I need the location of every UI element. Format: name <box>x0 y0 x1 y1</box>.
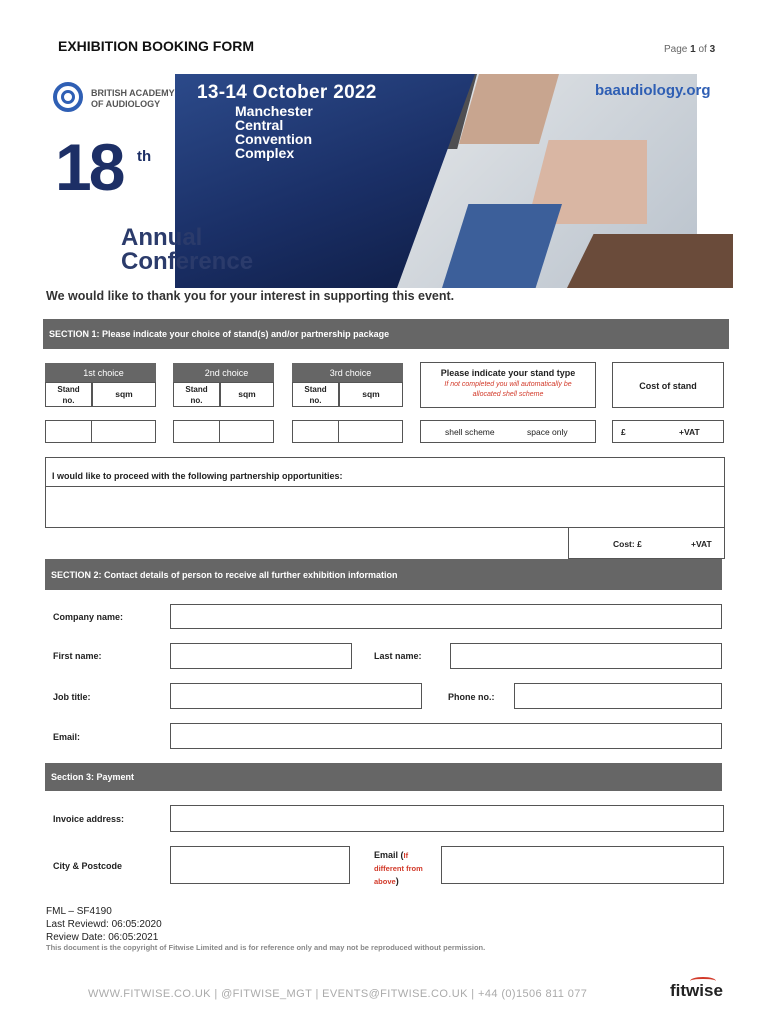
stand-vat-label: +VAT <box>679 427 700 437</box>
last-name-input[interactable] <box>450 643 722 669</box>
choice1-group <box>45 363 156 407</box>
alt-email-input[interactable] <box>441 846 724 884</box>
shell-scheme-option[interactable]: shell scheme <box>445 427 495 437</box>
alt-email-label <box>374 849 436 888</box>
footer-contact: WWW.FITWISE.CO.UK | @FITWISE_MGT | EVENTS@FITWISE.CO.UK | +44 (0)1506 811 077 <box>88 988 588 1000</box>
first-name-label: First name: <box>53 651 102 661</box>
phone-label: Phone no.: <box>448 692 495 702</box>
space-only-option[interactable]: space only <box>527 427 568 437</box>
choice3-sqm-label: sqm <box>339 382 403 407</box>
section3-header: Section 3: Payment <box>45 763 722 791</box>
choice2-sqm-label: sqm <box>220 382 274 407</box>
partnership-vat-label: +VAT <box>691 539 712 549</box>
stand-type-options <box>420 420 596 443</box>
company-name-input[interactable] <box>170 604 722 629</box>
choice3-stand-label: Stand no. <box>292 382 339 407</box>
partnership-input[interactable] <box>45 486 725 528</box>
choice3-header: 3rd choice <box>292 363 403 382</box>
invoice-address-input[interactable] <box>170 805 724 832</box>
last-name-label: Last name: <box>374 651 422 661</box>
banner-edition-number: 18 <box>55 130 123 204</box>
alt-email-close: ) <box>395 876 399 886</box>
choice2-stand-input[interactable] <box>173 420 220 443</box>
choice2-group <box>173 363 274 407</box>
page-of: of <box>695 44 710 55</box>
company-name-label: Company name: <box>53 612 124 622</box>
choice1-sqm-label: sqm <box>92 382 156 407</box>
cost-of-stand-label: Cost of stand <box>639 381 697 391</box>
cost-of-stand-box <box>612 362 724 408</box>
stand-type-label: Please indicate your stand type <box>440 368 576 378</box>
choice3-sqm-input[interactable] <box>338 420 403 443</box>
banner-annual-conference: Annual Conference <box>121 224 254 275</box>
city-postcode-label: City & Postcode <box>53 861 123 871</box>
banner-date: 13-14 October 2022 <box>197 82 377 103</box>
partnership-cost-box[interactable] <box>568 527 725 559</box>
doc-info <box>46 905 162 944</box>
alt-email-note: If different from above <box>374 851 423 886</box>
phone-input[interactable] <box>514 683 722 709</box>
page-number <box>664 44 715 55</box>
last-reviewed: Last Reviewd: 06:05:2020 <box>46 919 162 930</box>
copyright-notice: This document is the copyright of Fitwise Limited and is for reference only and may not be reproduced without permission. <box>46 943 486 952</box>
stand-cost-input[interactable] <box>612 420 724 443</box>
choice1-header: 1st choice <box>45 363 156 382</box>
invoice-address-label: Invoice address: <box>53 814 125 824</box>
choice1-sqm-input[interactable] <box>91 420 156 443</box>
first-name-input[interactable] <box>170 643 352 669</box>
section2-header: SECTION 2: Contact details of person to receive all further exhibition information <box>45 559 722 590</box>
thank-you-text: We would like to thank you for your interest in supporting this event. <box>46 289 455 303</box>
choice2-stand-label: Stand no. <box>173 382 220 407</box>
email-input[interactable] <box>170 723 722 749</box>
section1-header: SECTION 1: Please indicate your choice of stand(s) and/or partnership package <box>43 319 729 349</box>
choice3-group <box>292 363 403 407</box>
partnership-label-box <box>45 457 725 487</box>
review-date: Review Date: 06:05:2021 <box>46 932 159 943</box>
choice1-stand-input[interactable] <box>45 420 92 443</box>
stand-type-box <box>420 362 596 408</box>
alt-email-label-text: Email ( <box>374 850 404 860</box>
fitwise-logo-icon <box>690 977 716 985</box>
banner-url: baaudiology.org <box>595 82 711 99</box>
partnership-cost-label: Cost: £ <box>613 539 642 549</box>
page-total: 3 <box>709 44 716 55</box>
banner-venue: Manchester Central Convention Complex <box>235 103 313 161</box>
choice3-stand-input[interactable] <box>292 420 339 443</box>
page-prefix: Page <box>664 44 691 55</box>
email-label: Email: <box>53 732 81 742</box>
pound-sign: £ <box>621 427 626 437</box>
job-title-label: Job title: <box>53 692 91 702</box>
page-current: 1 <box>690 44 696 55</box>
banner-edition-suffix: th <box>137 148 152 165</box>
academy-name: BRITISH ACADEMY OF AUDIOLOGY <box>91 88 175 109</box>
city-postcode-input[interactable] <box>170 846 350 884</box>
fitwise-logo: fitwise <box>670 981 723 1000</box>
conference-banner <box>47 74 733 288</box>
job-title-input[interactable] <box>170 683 422 709</box>
partnership-label: I would like to proceed with the following partnership opportunities: <box>52 471 343 481</box>
stand-type-note: If not completed you will automatically be allocated shell scheme <box>444 381 572 398</box>
choice2-sqm-input[interactable] <box>219 420 274 443</box>
choice2-header: 2nd choice <box>173 363 274 382</box>
form-reference: FML – SF4190 <box>46 906 112 917</box>
form-title: EXHIBITION BOOKING FORM <box>58 38 254 54</box>
choice1-stand-label: Stand no. <box>45 382 92 407</box>
